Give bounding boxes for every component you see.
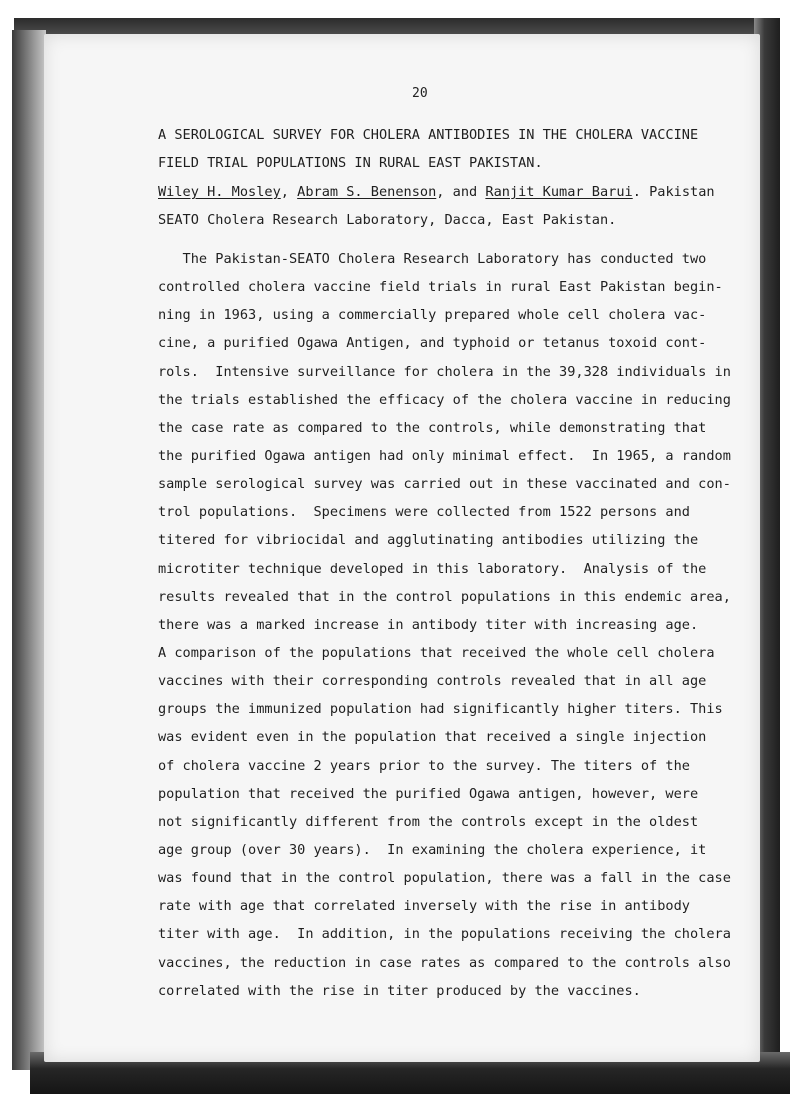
- body-text-line: The Pakistan-SEATO Cholera Research Laboratory has conducted two: [158, 251, 707, 267]
- body-text-line: vaccines, the reduction in case rates as compared to the controls also: [158, 954, 731, 971]
- body-text-line: titer with age. In addition, in the populations receiving the cholera: [158, 926, 731, 943]
- body-text-line: groups the immunized population had significantly higher titers. This: [158, 701, 723, 718]
- author-separator: ,: [280, 184, 298, 200]
- affiliation-text: . Pakistan: [632, 184, 715, 200]
- body-text-line: controlled cholera vaccine field trials in rural East Pakistan begin-: [158, 279, 723, 296]
- body-text-line: rate with age that correlated inversely with the rise in antibody: [158, 898, 690, 915]
- affiliation-line: SEATO Cholera Research Laboratory, Dacca, East Pakistan.: [158, 212, 617, 228]
- body-text-line: of cholera vaccine 2 years prior to the survey. The titers of the: [158, 757, 690, 774]
- body-text-line: age group (over 30 years). In examining the cholera experience, it: [158, 841, 707, 858]
- body-text-line: the purified Ogawa antigen had only minimal effect. In 1965, a random: [158, 447, 731, 464]
- title-line: A SEROLOGICAL SURVEY FOR CHOLERA ANTIBODIES IN THE CHOLERA VACCINE: [158, 127, 699, 143]
- author-block: [158, 178, 758, 234]
- body-text-line: vaccines with their corresponding controls revealed that in all age: [158, 673, 707, 690]
- body-text-line: ning in 1963, using a commercially prepared whole cell cholera vac-: [158, 307, 707, 324]
- author-name: Ranjit Kumar Barui: [485, 184, 633, 200]
- body-text-line: population that received the purified Ogawa antigen, however, were: [158, 785, 699, 802]
- author-separator: , and: [436, 184, 486, 200]
- abstract-body: [158, 245, 758, 1005]
- body-text-line: titered for vibriocidal and agglutinating antibodies utilizing the: [158, 532, 699, 549]
- author-line: [158, 178, 758, 206]
- body-text-line: correlated with the rise in titer produced by the vaccines.: [158, 982, 641, 999]
- body-text-line: there was a marked increase in antibody titer with increasing age.: [158, 616, 699, 633]
- author-name: Wiley H. Mosley: [158, 184, 281, 200]
- body-text-line: cine, a purified Ogawa Antigen, and typhoid or tetanus toxoid cont-: [158, 335, 707, 352]
- body-text-line: trol populations. Specimens were collected from 1522 persons and: [158, 504, 690, 521]
- body-text-line: the case rate as compared to the controls, while demonstrating that: [158, 419, 707, 436]
- body-text-line: was found that in the control population, there was a fall in the case: [158, 870, 731, 887]
- body-text-line: microtiter technique developed in this laboratory. Analysis of the: [158, 560, 707, 577]
- body-text-line: rols. Intensive surveillance for cholera in the 39,328 individuals in: [158, 363, 731, 380]
- body-text-line: the trials established the efficacy of the cholera vaccine in reducing: [158, 391, 731, 408]
- author-name: Abram S. Benenson: [297, 184, 437, 200]
- body-text-line: A comparison of the populations that received the whole cell cholera: [158, 644, 715, 661]
- body-text-line: sample serological survey was carried out in these vaccinated and con-: [158, 476, 731, 493]
- body-text-line: was evident even in the population that received a single injection: [158, 729, 707, 746]
- title-line: FIELD TRIAL POPULATIONS IN RURAL EAST PAKISTAN.: [158, 155, 543, 171]
- abstract-title: [158, 121, 758, 177]
- body-text-line: not significantly different from the controls except in the oldest: [158, 813, 699, 830]
- scan-border-left: [12, 30, 46, 1070]
- page-number: 20: [412, 86, 428, 101]
- body-text-line: results revealed that in the control populations in this endemic area,: [158, 588, 731, 605]
